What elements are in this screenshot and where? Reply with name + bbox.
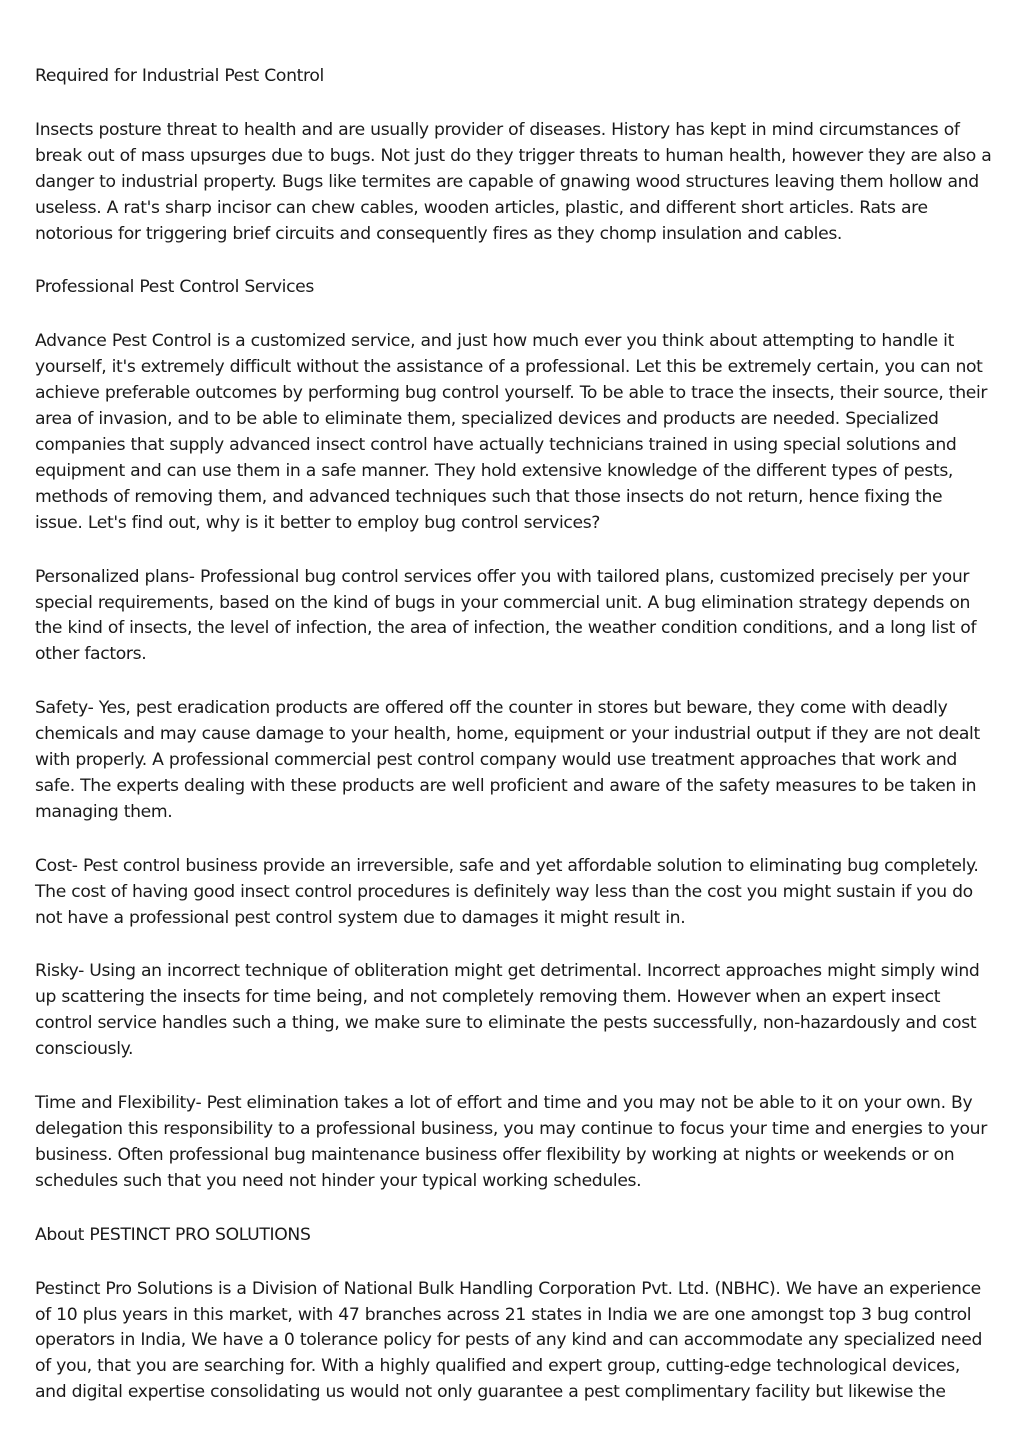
- section-heading-about-pestinct: About PESTINCT PRO SOLUTIONS: [35, 1224, 311, 1245]
- document-page: [35, 64, 995, 1434]
- paragraph-about-pestinct: Pestinct Pro Solutions is a Division of National Bulk Handling Corporation Pvt. Ltd. (NBHC). We have an experience of 10 plus years in this market, with 47 branches across 21 states in India we are one amongst top 3 bug control operators in India, We have a 0 tolerance policy for pests of any kind and can accommodate any specialized need of you, that you are searching for. With a highly qualified and expert group, cutting-edge technological devices, and digital expertise consolidating us would not only guarantee a pest complimentary facility but likewise the: [35, 1278, 983, 1403]
- paragraph-advance-pest-control: Advance Pest Control is a customized service, and just how much ever you think about attempting to handle it yourself, it's extremely difficult without the assistance of a professional. Let this be extremely certain, you can not achieve preferable outcomes by performing bug control yourself. To be able to trace the insects, their source, their area of invasion, and to be able to eliminate them, specialized devices and products are needed. Specialized companies that supply advanced insect control have actually technicians trained in using special solutions and equipment and can use them in a safe manner. They hold extensive knowledge of the different types of pests, methods of removing them, and advanced techniques such that those insects do not return, hence fixing the issue. Let's find out, why is it better to employ bug control services?: [35, 331, 988, 533]
- paragraph-safety: Safety- Yes, pest eradication products are offered off the counter in stores but beware, they come with deadly chemicals and may cause damage to your health, home, equipment or your industrial output if they are not dealt with properly. A professional commercial pest control company would use treatment approaches that work and safe. The experts dealing with these products are well proficient and aware of the safety measures to be taken in managing them.: [35, 698, 980, 822]
- section-heading-professional-services: Professional Pest Control Services: [35, 277, 315, 298]
- paragraph-time-flexibility: Time and Flexibility- Pest elimination takes a lot of effort and time and you may not be able to it on your own. By delegation this responsibility to a professional business, you may continue to focus your time and energies to your business. Often professional bug maintenance business offer flexibility by working at nights or weekends or on schedules such that you need not hinder your typical working schedules.: [35, 1093, 987, 1191]
- paragraph-insect-threat: Insects posture threat to health and are usually provider of diseases. History has kept in mind circumstances of break out of mass upsurges due to bugs. Not just do they trigger threats to human health, however they are also a danger to industrial property. Bugs like termites are capable of gnawing wood structures leaving them hollow and useless. A rat's sharp incisor can chew cables, wooden articles, plastic, and different short articles. Rats are notorious for triggering brief circuits and consequently fires as they chomp insulation and cables.: [35, 119, 992, 244]
- section-heading-industrial-pest-control: Required for Industrial Pest Control: [35, 66, 324, 86]
- paragraph-risky: Risky- Using an incorrect technique of obliteration might get detrimental. Incorrect approaches might simply wind up scattering the insects for time being, and not completely removing them. However when an expert insect control service handles such a thing, we make sure to eliminate the pests successfully, non-hazardously and cost consciously.: [35, 961, 980, 1060]
- paragraph-personalized-plans: Personalized plans- Professional bug control services offer you with tailored plans, customized precisely per your special requirements, based on the kind of bugs in your commercial unit. A bug elimination strategy depends on the kind of insects, the level of infection, the area of infection, the weather condition conditions, and a long list of other factors.: [35, 566, 977, 665]
- paragraph-cost: Cost- Pest control business provide an irreversible, safe and yet affordable solution to eliminating bug completely. The cost of having good insect control procedures is definitely way less than the cost you might sustain if you do not have a professional pest control system due to damages it might result in.: [35, 855, 979, 928]
